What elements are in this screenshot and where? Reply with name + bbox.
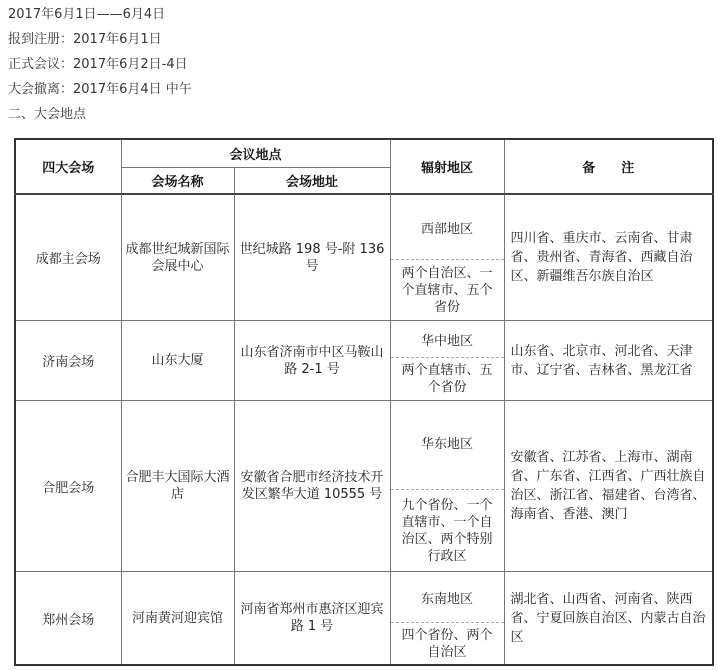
region-name: 华中地区 — [421, 333, 474, 349]
notes-cell: 四川省、重庆市、云南省、甘肃省、贵州省、青海省、西藏自治区、新疆维吾尔族自治区 — [504, 194, 713, 321]
hall-name-cell: 合肥丰大国际大酒店 — [121, 401, 234, 572]
table-row — [15, 194, 713, 321]
region-cell — [390, 321, 504, 401]
header-hall-name: 会场名称 — [121, 167, 234, 194]
header-location-group: 会议地点 — [121, 139, 390, 167]
region-name: 西部地区 — [421, 221, 474, 237]
table-row — [15, 321, 713, 401]
venue-cell: 郑州会场 — [15, 572, 121, 666]
section-heading-venues: 二、大会地点 — [8, 107, 87, 122]
venue-cell: 合肥会场 — [15, 401, 121, 572]
notes-cell: 山东省、北京市、河北省、天津市、辽宁省、吉林省、黑龙江省 — [504, 321, 713, 401]
hall-address-cell: 山东省济南市中区马鞍山路 2-1 号 — [234, 321, 390, 401]
venue-table — [14, 138, 714, 666]
hall-name-cell: 山东大厦 — [121, 321, 234, 401]
region-cell — [390, 194, 504, 321]
hall-address-cell: 安徽省合肥市经济技术开发区繁华大道 10555 号 — [234, 401, 390, 572]
intro-line-dates: 2017年6月1日——6月4日 — [8, 7, 166, 22]
region-scope: 两个直辖市、五个省份 — [391, 357, 504, 400]
hall-address-cell: 河南省郑州市惠济区迎宾路 1 号 — [234, 572, 390, 666]
header-notes: 备 注 — [504, 139, 713, 194]
region-name: 东南地区 — [421, 591, 474, 607]
region-cell — [390, 401, 504, 572]
hall-address-cell: 世纪城路 198 号-附 136 号 — [234, 194, 390, 321]
header-hall-address: 会场地址 — [234, 167, 390, 194]
venue-cell: 成都主会场 — [15, 194, 121, 321]
header-region: 辐射地区 — [390, 139, 504, 194]
notes-cell: 安徽省、江苏省、上海市、湖南省、广东省、江西省、广西壮族自治区、浙江省、福建省、台湾省、海南省、香港、澳门 — [504, 401, 713, 572]
intro-line-registration: 报到注册：2017年6月1日 — [8, 32, 162, 47]
intro-line-formal-meeting: 正式会议：2017年6月2日-4日 — [8, 57, 188, 72]
table-row — [15, 401, 713, 572]
notes-cell: 湖北省、山西省、河南省、陕西省、宁夏回族自治区、内蒙古自治区 — [504, 572, 713, 666]
hall-name-cell: 成都世纪城新国际会展中心 — [121, 194, 234, 321]
region-scope: 两个自治区、一个直辖市、五个省份 — [391, 259, 504, 320]
hall-name-cell: 河南黄河迎宾馆 — [121, 572, 234, 666]
venue-cell: 济南会场 — [15, 321, 121, 401]
region-scope: 九个省份、一个直辖市、一个自治区、两个特别行政区 — [391, 489, 504, 571]
intro-line-departure: 大会撤离：2017年6月4日 中午 — [8, 82, 192, 97]
region-cell — [390, 572, 504, 666]
region-name: 华东地区 — [421, 437, 474, 452]
region-scope: 四个省份、两个自治区 — [391, 622, 504, 664]
table-row — [15, 572, 713, 666]
header-venue: 四大会场 — [15, 139, 121, 194]
